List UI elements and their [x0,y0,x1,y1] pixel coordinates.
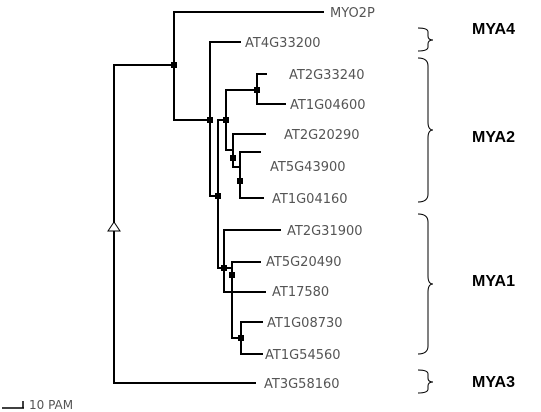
leaf-label: MYO2P [330,6,375,21]
group-label-mya2: MYA2 [472,129,515,146]
leaf-label: AT5G20490 [266,255,342,270]
scale-bar-label: 10 PAM [29,398,74,412]
brace-mya2 [418,58,433,202]
leaf-label: AT4G33200 [245,36,321,51]
node-marker [229,272,235,278]
node-marker [237,178,243,184]
leaf-label: AT1G08730 [267,316,343,331]
scale-bar [2,398,73,412]
node-marker [171,62,177,68]
clade-mya1-branch [218,230,280,354]
leaf-label: AT1G04600 [290,98,366,113]
node-marker [223,117,229,123]
node-marker [207,117,213,123]
leaf-label: AT2G20290 [284,128,360,143]
leaf-label: AT2G33240 [289,68,365,83]
brace-mya3 [418,370,433,393]
node-marker [254,87,260,93]
node-marker [221,265,227,271]
group-label-mya1: MYA1 [472,273,515,290]
group-labels [472,21,515,391]
node-markers [171,62,260,341]
root-triangle-marker [108,222,120,231]
brace-mya1 [418,214,433,354]
group-braces [418,28,433,393]
group-label-mya4: MYA4 [472,21,515,38]
root-branch [114,65,255,383]
leaf-label: AT1G04160 [272,192,348,207]
leaf-labels [245,6,375,392]
node-marker [215,193,221,199]
leaf-label: AT5G43900 [270,160,346,175]
leaf-label: AT3G58160 [264,377,340,392]
node-marker [230,155,236,161]
group-label-mya3: MYA3 [472,374,515,391]
leaf-label: AT2G31900 [287,224,363,239]
brace-mya4 [418,28,433,51]
node-marker [238,335,244,341]
leaf-label: AT1G54560 [265,348,341,363]
leaf-label: AT17580 [272,285,330,300]
